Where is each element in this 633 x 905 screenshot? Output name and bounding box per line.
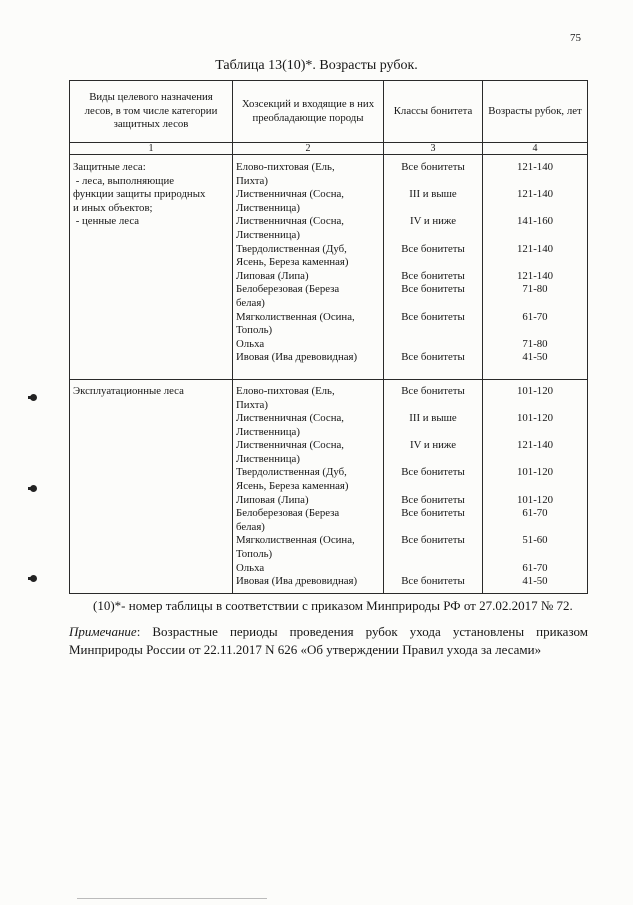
species-entry <box>236 311 380 338</box>
forest-category-line: и иных объектов; <box>73 201 153 214</box>
species-line: Липовая (Липа) <box>236 269 309 282</box>
bonitet-value: Все бонитеты <box>401 534 465 547</box>
species-line: белая) <box>236 520 265 533</box>
cutting-age-value: 71-80 <box>522 337 548 350</box>
note-text: : Возрастные периоды проведения рубок ухода установлены приказом Минприроды России от 22.11.2017 N 626 «Об утверждении Правил ухода за лесами» <box>69 624 588 657</box>
species-line: Лиственничная (Сосна, <box>236 215 344 228</box>
species-line: белая) <box>236 296 265 309</box>
species-entry <box>236 215 380 242</box>
cutting-age-value: 101-120 <box>517 466 553 479</box>
forest-category-cell <box>70 155 233 380</box>
species-line: Лиственничная (Сосна, <box>236 188 344 201</box>
bonitet-value: Все бонитеты <box>401 507 465 520</box>
species-entry <box>236 507 380 534</box>
header-species: Хозсекций и входящие в них преобладающие породы <box>233 81 384 143</box>
bonitet-value: Все бонитеты <box>401 384 465 397</box>
species-entry <box>236 161 380 188</box>
note-label: Примечание <box>69 624 137 639</box>
bonitet-value: Все бонитеты <box>401 242 465 255</box>
footnote: (10)*- номер таблицы в соответствии с приказом Минприроды РФ от 27.02.2017 № 72. <box>93 598 573 613</box>
bonitet-cell <box>384 155 483 380</box>
cutting-age-value: 101-120 <box>517 412 553 425</box>
bonitet-value <box>387 562 479 576</box>
cutting-age-value: 41-50 <box>522 351 548 364</box>
species-line: Белоберезовая (Береза <box>236 507 340 520</box>
species-line: Ивовая (Ива древовидная) <box>236 351 358 364</box>
species-line: Липовая (Липа) <box>236 493 309 506</box>
column-number: 4 <box>483 143 588 155</box>
column-number: 2 <box>233 143 384 155</box>
punch-hole-mark <box>30 485 37 492</box>
forest-category-line: Эксплуатационные леса <box>73 384 184 397</box>
species-cell <box>233 155 384 380</box>
species-line: Твердолиственная (Дуб, <box>236 242 347 255</box>
note <box>69 623 588 659</box>
cutting-age-value: 141-160 <box>517 215 553 228</box>
forest-category-line: - леса, выполняющие <box>73 174 175 187</box>
species-line: Лиственница) <box>236 452 300 465</box>
species-line: Ольха <box>236 337 265 350</box>
species-line: Лиственница) <box>236 228 300 241</box>
species-line: Тополь) <box>236 324 273 337</box>
species-line: Пихта) <box>236 398 268 411</box>
bonitet-value: Все бонитеты <box>401 283 465 296</box>
cutting-age-value: 71-80 <box>522 283 548 296</box>
bonitet-value: Все бонитеты <box>401 466 465 479</box>
species-line: Лиственничная (Сосна, <box>236 412 344 425</box>
footer-rule <box>77 898 267 899</box>
species-entry <box>236 283 380 310</box>
column-number: 1 <box>70 143 233 155</box>
species-line: Лиственница) <box>236 201 300 214</box>
species-entry <box>236 466 380 493</box>
species-entry <box>236 412 380 439</box>
column-number: 3 <box>384 143 483 155</box>
species-line: Лиственничная (Сосна, <box>236 439 344 452</box>
age-cell <box>483 155 588 380</box>
punch-hole-mark <box>30 575 37 582</box>
species-entry <box>236 534 380 561</box>
punch-hole-mark <box>30 394 37 401</box>
species-line: Ясень, Береза каменная) <box>236 480 349 493</box>
cutting-age-value: 61-70 <box>522 507 548 520</box>
species-line: Елово-пихтовая (Ель, <box>236 384 335 397</box>
forest-category-line: Защитные леса: <box>73 161 146 173</box>
species-line: Ивовая (Ива древовидная) <box>236 575 358 588</box>
bonitet-value: IV и ниже <box>409 439 457 452</box>
page-number: 75 <box>570 32 581 44</box>
cutting-age-value: 121-140 <box>517 242 553 255</box>
cutting-age-value: 121-140 <box>517 269 553 282</box>
cutting-age-value: 61-70 <box>522 561 548 574</box>
species-entry <box>236 243 380 270</box>
column-number-row <box>70 143 588 155</box>
cutting-age-table <box>69 80 588 594</box>
cutting-age-value: 121-140 <box>517 439 553 452</box>
cutting-age-value: 41-50 <box>522 575 548 588</box>
bonitet-value: Все бонитеты <box>401 310 465 323</box>
cutting-age-value: 121-140 <box>517 161 553 173</box>
table-body <box>70 155 588 594</box>
species-entry <box>236 188 380 215</box>
species-line: Елово-пихтовая (Ель, <box>236 161 335 173</box>
bonitet-value: Все бонитеты <box>401 161 465 173</box>
age-cell <box>483 379 588 593</box>
table-title: Таблица 13(10)*. Возрасты рубок. <box>215 58 418 73</box>
species-entry <box>236 494 380 508</box>
cutting-age-value: 61-70 <box>522 310 548 323</box>
species-line: Пихта) <box>236 174 268 187</box>
species-entry <box>236 351 380 365</box>
header-purpose: Виды целевого назначения лесов, в том числе категории защитных лесов <box>70 81 233 143</box>
species-line: Лиственница) <box>236 425 300 438</box>
species-line: Мягколиственная (Осина, <box>236 310 355 323</box>
bonitet-value: Все бонитеты <box>401 351 465 364</box>
table-header-row <box>70 81 588 143</box>
cutting-age-value: 101-120 <box>517 493 553 506</box>
bonitet-value: Все бонитеты <box>401 575 465 588</box>
bonitet-value: III и выше <box>409 188 457 201</box>
header-age: Возрасты рубок, лет <box>483 81 588 143</box>
species-entry <box>236 270 380 284</box>
species-line: Ясень, Береза каменная) <box>236 256 349 269</box>
forest-category-line: функции защиты природных <box>73 188 206 201</box>
table-section-row <box>70 155 588 380</box>
species-line: Тополь) <box>236 548 273 561</box>
cutting-age-value: 101-120 <box>517 384 553 397</box>
forest-category-line: - ценные леса <box>73 215 140 228</box>
species-line: Белоберезовая (Береза <box>236 283 340 296</box>
species-line: Ольха <box>236 561 265 574</box>
cutting-age-value: 51-60 <box>522 534 548 547</box>
species-cell <box>233 379 384 593</box>
bonitet-cell <box>384 379 483 593</box>
table-section-row <box>70 379 588 593</box>
bonitet-value: IV и ниже <box>409 215 457 228</box>
bonitet-value: Все бонитеты <box>401 269 465 282</box>
bonitet-value: Все бонитеты <box>401 493 465 506</box>
species-entry <box>236 385 380 412</box>
forest-category-cell <box>70 379 233 593</box>
bonitet-value: III и выше <box>409 412 457 425</box>
cutting-age-value: 121-140 <box>517 188 553 201</box>
species-entry <box>236 439 380 466</box>
species-line: Твердолиственная (Дуб, <box>236 466 347 479</box>
bonitet-value <box>387 338 479 352</box>
species-entry <box>236 338 380 352</box>
species-entry <box>236 575 380 589</box>
species-entry <box>236 562 380 576</box>
species-line: Мягколиственная (Осина, <box>236 534 355 547</box>
header-bonitet: Классы бонитета <box>384 81 483 143</box>
